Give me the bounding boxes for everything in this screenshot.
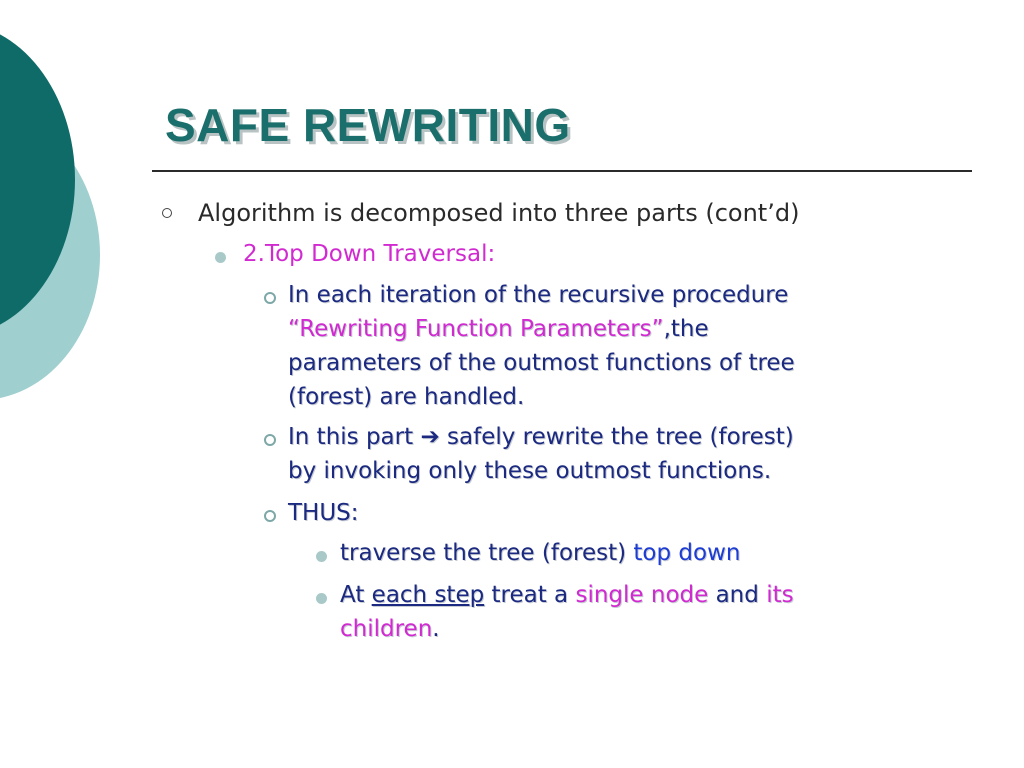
sub-bullet-step bbox=[340, 582, 794, 608]
para1-line4: (forest) are handled. bbox=[288, 384, 525, 410]
bullet-level2: 2.Top Down Traversal: bbox=[243, 241, 496, 267]
its-highlight: its bbox=[766, 582, 794, 608]
filled-bullet-icon bbox=[316, 551, 327, 562]
filled-bullet-icon bbox=[215, 252, 226, 263]
each-step-underlined: each step bbox=[371, 582, 485, 608]
para2-lead: In this part bbox=[288, 424, 421, 450]
traverse-text: traverse the tree (forest) bbox=[340, 540, 634, 566]
ring-bullet-icon bbox=[264, 510, 276, 522]
thus-label: THUS: bbox=[288, 500, 359, 526]
para1-line3: parameters of the outmost functions of tree bbox=[288, 350, 795, 376]
para1-line1: In each iteration of the recursive procedure bbox=[288, 282, 789, 308]
slide-title: SAFE REWRITING bbox=[165, 99, 571, 151]
hollow-bullet-icon bbox=[162, 208, 172, 218]
para2-line2: by invoking only these outmost functions. bbox=[288, 458, 772, 484]
filled-bullet-icon bbox=[316, 593, 327, 604]
children-highlight: children bbox=[340, 616, 433, 642]
para1-line2-tail: ,the bbox=[663, 316, 709, 342]
title-divider bbox=[152, 170, 972, 172]
top-down-highlight: top down bbox=[633, 540, 741, 566]
right-arrow-icon: ➔ bbox=[420, 424, 440, 450]
para1-line2 bbox=[288, 316, 709, 342]
step-text-a: At bbox=[340, 582, 372, 608]
single-node-highlight: single node bbox=[575, 582, 709, 608]
bullet-level1: Algorithm is decomposed into three parts (cont’d) bbox=[198, 199, 800, 227]
sub-bullet-step-line2 bbox=[340, 616, 440, 642]
step-text-e: and bbox=[708, 582, 767, 608]
step-text-c: treat a bbox=[484, 582, 576, 608]
ring-bullet-icon bbox=[264, 292, 276, 304]
sub-bullet-traverse bbox=[340, 540, 740, 566]
para2-line1 bbox=[288, 424, 794, 450]
procedure-name: “Rewriting Function Parameters” bbox=[288, 316, 664, 342]
para2-rest: safely rewrite the tree (forest) bbox=[439, 424, 794, 450]
ring-bullet-icon bbox=[264, 434, 276, 446]
step-text-period: . bbox=[432, 616, 440, 642]
